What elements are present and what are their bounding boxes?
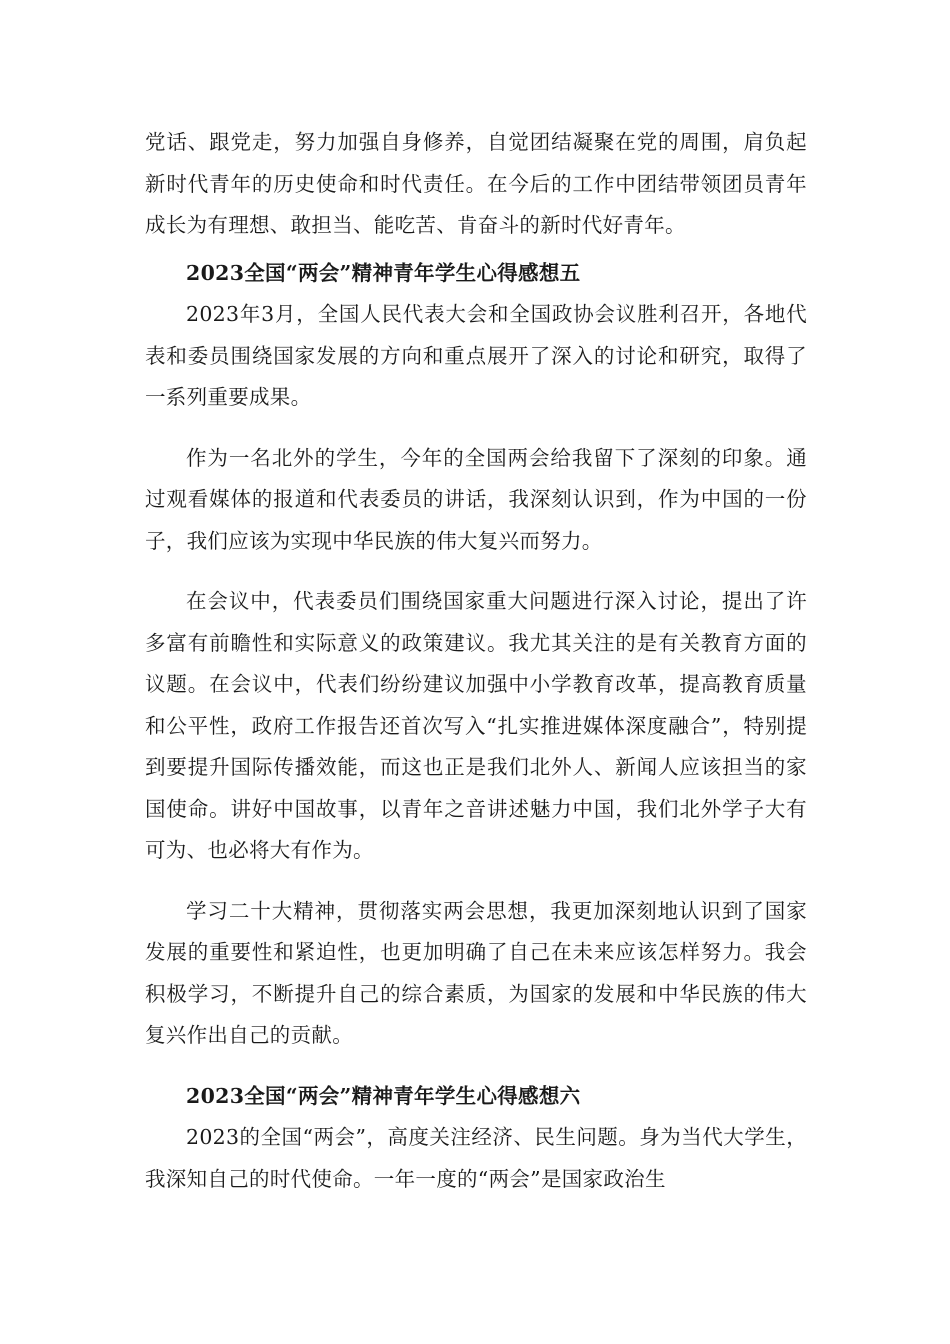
paragraph: 2023的全国“两会”，高度关注经济、民生问题。身为当代大学生，我深知自己的时代使命。一年一度的“两会”是国家政治生 xyxy=(145,1125,807,1191)
section-heading-five: 2023全国“两会”精神青年学生心得感想五 xyxy=(186,260,581,285)
section-heading-six: 2023全国“两会”精神青年学生心得感想六 xyxy=(186,1083,581,1108)
document-page xyxy=(145,122,807,1200)
paragraph: 2023年3月，全国人民代表大会和全国政协会议胜利召开，各地代表和委员围绕国家发展的方向和重点展开了深入的讨论和研究，取得了一系列重要成果。 xyxy=(145,302,807,409)
paragraph: 学习二十大精神，贯彻落实两会思想，我更加深刻地认识到了国家发展的重要性和紧迫性，也更加明确了自己在未来应该怎样努力。我会积极学习，不断提升自己的综合素质，为国家的发展和中华民族的伟大复兴作出自己的贡献。 xyxy=(145,898,807,1047)
paragraph-continued: 党话、跟党走，努力加强自身修养，自觉团结凝聚在党的周围，肩负起新时代青年的历史使命和时代责任。在今后的工作中团结带领团员青年成长为有理想、敢担当、能吃苦、肯奋斗的新时代好青年。 xyxy=(145,130,807,237)
paragraph: 在会议中，代表委员们围绕国家重大问题进行深入讨论，提出了许多富有前瞻性和实际意义的政策建议。我尤其关注的是有关教育方面的议题。在会议中，代表们纷纷建议加强中小学教育改革，提高教育质量和公平性，政府工作报告还首次写入“扎实推进媒体深度融合”，特别提到要提升国际传播效能，而这也正是我们北外人、新闻人应该担当的家国使命。讲好中国故事，以青年之音讲述魅力中国，我们北外学子大有可为、也必将大有作为。 xyxy=(145,589,807,862)
paragraph: 作为一名北外的学生，今年的全国两会给我留下了深刻的印象。通过观看媒体的报道和代表委员的讲话，我深刻认识到，作为中国的一份子，我们应该为实现中华民族的伟大复兴而努力。 xyxy=(145,445,807,553)
